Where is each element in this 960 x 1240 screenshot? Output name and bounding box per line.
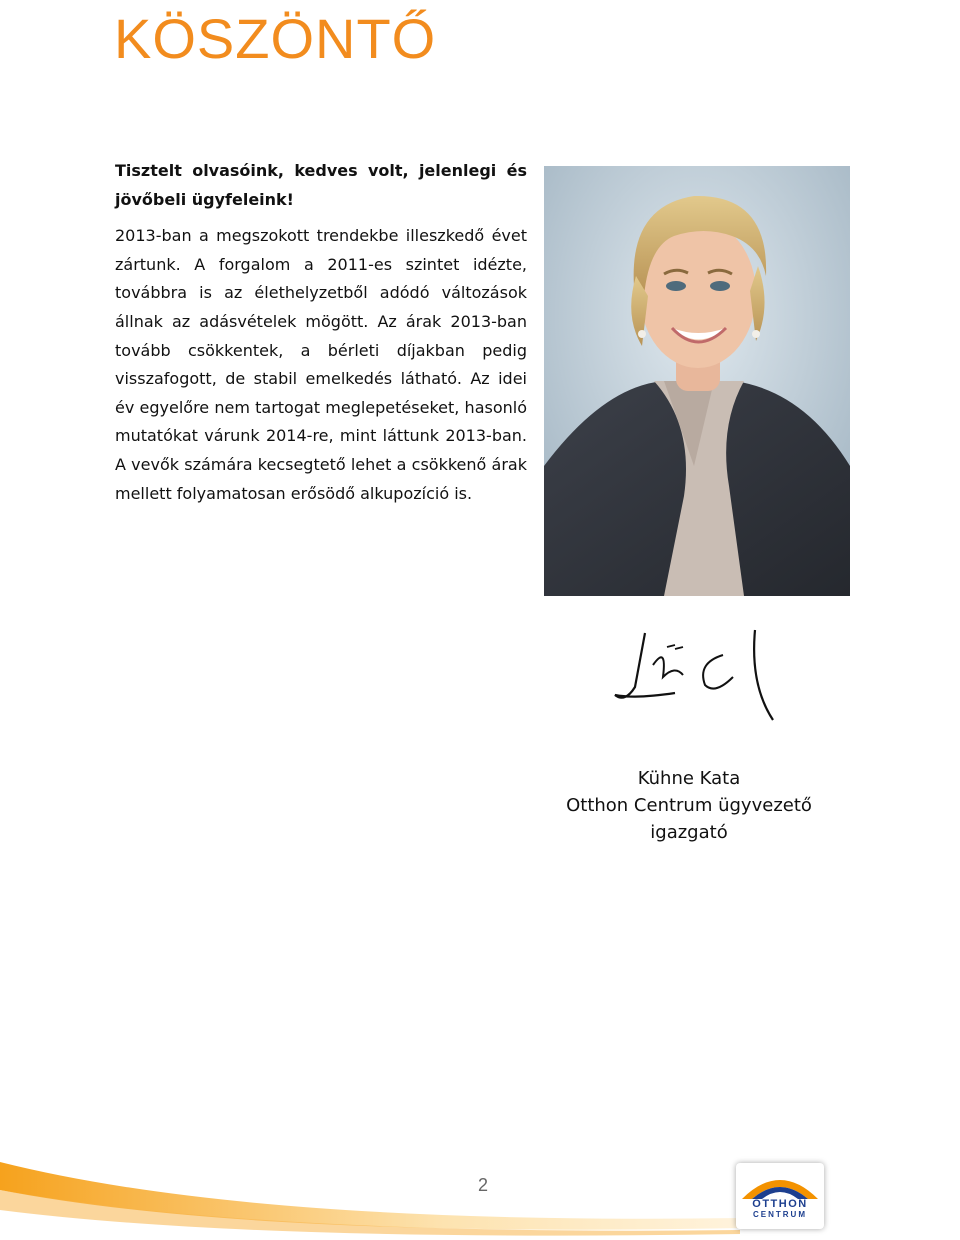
letter-paragraph: 2013-ban a megszokott trendekbe illeszkedő évet zártunk. A forgalom a 2011-es szintet idézte, továbbra is az élethelyzetből adódó változások állnak az adásvételek mögött. Az árak 2013-ban tovább csökkentek, a bérleti díjakban pedig visszafogott, de stabil emelkedés látható. Az idei év egyelőre nem tartogat meglepetéseket, hasonló mutatókat várunk 2014-re, mint láttunk 2013-ban. A vevők számára kecsegtető lehet a csökkenő árak mellett folyamatosan erősödő alkupozíció is. [115, 226, 527, 503]
portrait-photo [544, 166, 850, 596]
page-number: 2 [477, 1175, 488, 1195]
page-title: KÖSZÖNTŐ [114, 7, 437, 70]
signer-block [528, 765, 850, 846]
logo-text-otthon: OTTHON [752, 1198, 808, 1210]
company-logo [736, 1163, 824, 1229]
logo-text-centrum: CENTRUM [753, 1210, 807, 1219]
letter-body [115, 157, 527, 508]
signer-name: Kühne Kata [637, 768, 741, 789]
signer-role: Otthon Centrum ügyvezető igazgató [566, 795, 812, 843]
letter-salutation: Tisztelt olvasóink, kedves volt, jelenlegi és jövőbeli ügyfeleink! [115, 161, 527, 209]
signature [605, 625, 785, 725]
